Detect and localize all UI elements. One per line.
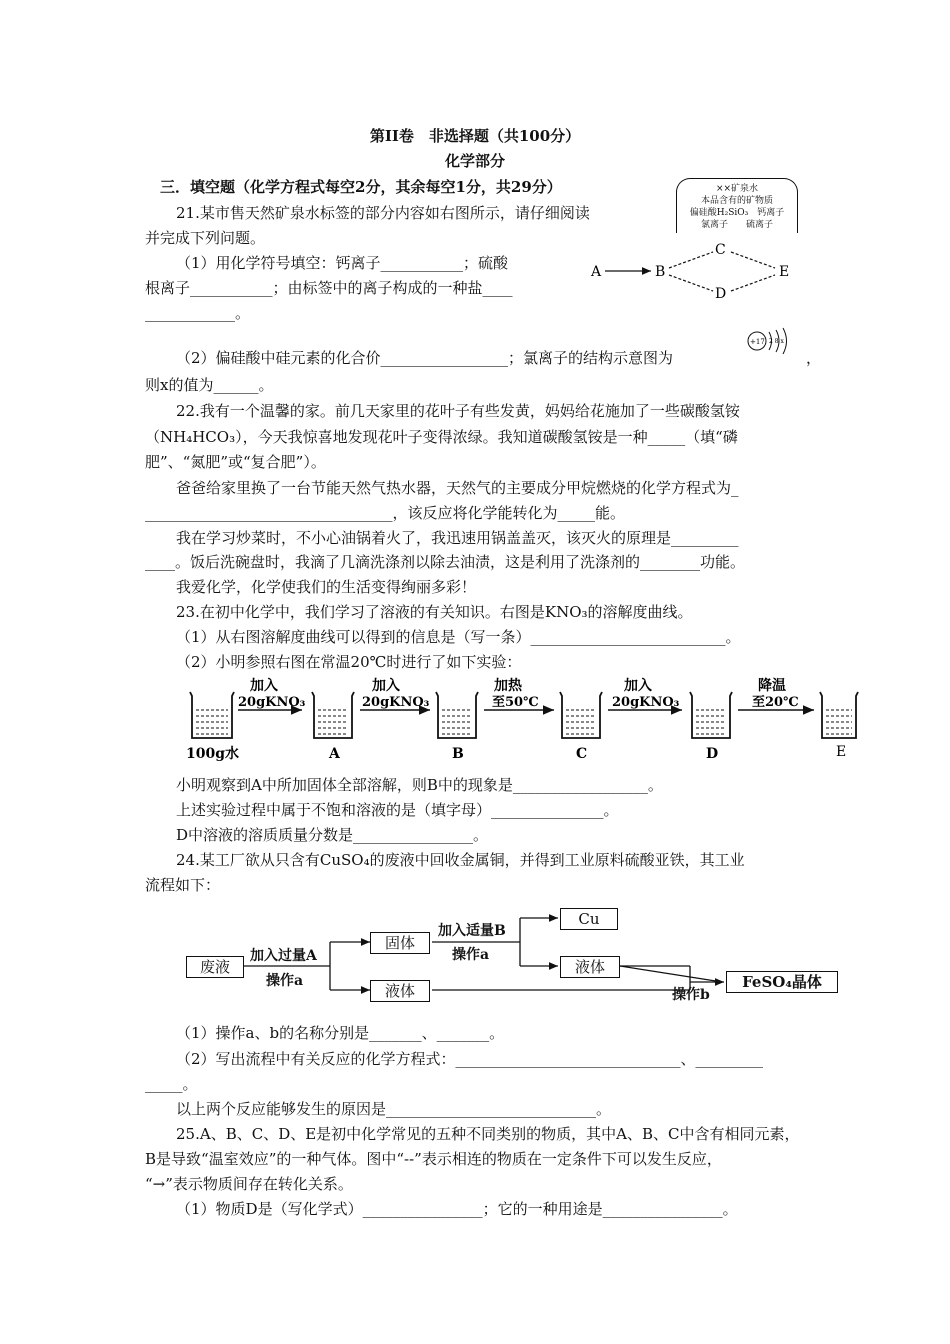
q23-line-5: 上述实验过程中属于不饱和溶液的是（填字母）_______________。 (176, 801, 619, 819)
q23-line-4: 小明观察到A中所加固体全部溶解，则B中的现象是__________________。 (176, 776, 663, 794)
q24-line-4: （2）写出流程中有关反应的化学方程式：______________________________、_________ (176, 1050, 764, 1068)
q24-line-1: 24.某工厂欲从只含有CuSO₄的废液中回收金属铜，并得到工业原料硫酸亚铁，其工业 (176, 851, 745, 869)
q21-line-3: （1）用化学符号填空：钙离子___________；硫酸 (176, 254, 509, 272)
add-a-label: 加入过量A (250, 948, 317, 964)
solid-box: 固体 (370, 932, 430, 954)
node-b: B (655, 264, 666, 280)
q25-line-1: 25.A、B、C、D、E是初中化学常见的五种不同类别的物质，其中A、B、C中含有相同元素， (176, 1125, 800, 1143)
page-title: 第II卷 非选择题（共100分） (369, 127, 581, 145)
relation-diagram (585, 238, 805, 302)
step-4-top: 加入 (624, 678, 652, 694)
q22-line-1: 22.我有一个温馨的家。前几天家里的花叶子有些发黄，妈妈给花施加了一些碳酸氢铵 (176, 402, 740, 420)
q23-line-2: （1）从右图溶解度曲线可以得到的信息是（写一条）__________________________。 (176, 628, 741, 646)
q21-line-7: 则x的值为______。 (145, 376, 274, 394)
beaker-label-e: E (836, 744, 847, 760)
q22-line-6: 我在学习炒菜时，不小心油锅着火了，我迅速用锅盖盖灭，该灭火的原理是_________ (176, 529, 739, 547)
op-b-label: 操作b (672, 987, 710, 1003)
beaker-d (690, 692, 732, 738)
link-b-c (669, 252, 713, 268)
q22-line-7: ____。饭后洗碗盘时，我滴了几滴洗涤剂以除去油渍，这是利用了洗涤剂的________功能。 (145, 553, 746, 571)
page-subtitle: 化学部分 (444, 152, 505, 170)
beaker-a (312, 692, 354, 738)
beaker-label-c: C (576, 746, 588, 762)
label-line-2: 本品含有的矿物质 (700, 196, 773, 206)
op-a-label-2: 操作a (452, 947, 490, 963)
beaker-e (820, 692, 858, 738)
link-b-d (669, 275, 713, 291)
beaker-b (436, 692, 478, 738)
q22-line-5: _________________________________，该反应将化学能转化为_____能。 (145, 504, 626, 522)
q21-line-5: ____________。 (145, 304, 251, 322)
q25-line-2: B是导致“温室效应”的一种气体。图中“--”表示相连的物质在一定条件下可以发生反应， (145, 1150, 722, 1168)
q24-line-6: 以上两个反应能够发生的原因是____________________________。 (176, 1100, 612, 1118)
beaker-0 (190, 692, 234, 738)
node-c: C (715, 242, 726, 258)
step-5-top: 降温 (758, 678, 786, 694)
label-line-3: 偏硅酸H₂SiO₃ 钙离子 (689, 208, 785, 218)
step-1-top: 加入 (250, 678, 278, 694)
step-2-top: 加入 (372, 678, 400, 694)
shell-electrons: 2 8 x (769, 338, 784, 345)
beaker-label-b: B (452, 746, 464, 762)
q22-line-2: （NH₄HCO₃），今天我惊喜地发现花叶子变得浓绿。我知道碳酸氢铵是一种_____（填“磷 (145, 428, 738, 446)
step-5-bottom: 至20℃ (752, 695, 799, 710)
q21-line-2: 并完成下列问题。 (145, 229, 266, 247)
q24-line-3: （1）操作a、b的名称分别是_______、_______。 (176, 1024, 505, 1042)
link-d-e (731, 275, 775, 291)
q23-line-3: （2）小明参照右图在常温20℃时进行了如下实验： (176, 653, 522, 671)
q23-line-6: D中溶液的溶质质量分数是________________。 (176, 826, 489, 844)
add-b-label: 加入适量B (438, 923, 506, 939)
node-d: D (715, 286, 727, 302)
beaker-label-a: A (329, 746, 340, 762)
q21-line-1: 21.某市售天然矿泉水标签的部分内容如右图所示，请仔细阅读 (176, 204, 590, 222)
step-3-top: 加热 (494, 678, 522, 694)
step-1-bottom: 20gKNO₃ (238, 695, 306, 710)
beaker-c (560, 692, 602, 738)
q21-line-6: （2）偏硅酸中硅元素的化合价_________________；氯离子的结构示意图为 (176, 349, 674, 367)
q21-line-4: 根离子___________；由标签中的离子构成的一种盐____ (145, 279, 513, 297)
chloride-ion-diagram (745, 326, 801, 356)
q22-line-3: 肥”、“氮肥”或“复合肥”）。 (145, 453, 326, 471)
line-liquid2-out (620, 966, 722, 982)
q23-line-1: 23.在初中化学中，我们学习了溶液的有关知识。右图是KNO₃的溶解度曲线。 (176, 603, 693, 621)
nucleus-charge: +17 (750, 338, 765, 346)
q24-line-2: 流程如下： (145, 876, 221, 894)
link-c-e (731, 252, 775, 268)
beaker-label-0: 100g水 (186, 746, 240, 762)
section-heading: 三．填空题（化学方程式每空2分，其余每空1分，共29分） (160, 178, 562, 196)
waste-box: 废液 (186, 956, 244, 978)
q21-line-6-tail: ， (806, 349, 822, 367)
op-a-label-1: 操作a (266, 973, 304, 989)
q22-line-8: 我爱化学，化学使我们的生活变得绚丽多彩！ (176, 578, 477, 596)
label-line-4: 氯离子 硫离子 (700, 220, 773, 230)
liquid-box-2: 液体 (560, 956, 620, 978)
cu-box: Cu (560, 908, 618, 930)
liquid-box-1: 液体 (370, 980, 430, 1002)
beaker-label-d: D (706, 746, 719, 762)
beaker-experiment-figure (180, 672, 860, 764)
q22-line-4: 爸爸给家里换了一台节能天然气热水器，天然气的主要成分甲烷燃烧的化学方程式为_ (176, 479, 739, 497)
step-2-bottom: 20gKNO₃ (362, 695, 430, 710)
step-4-bottom: 20gKNO₃ (612, 695, 680, 710)
label-line-1: ××矿泉水 (715, 184, 759, 194)
step-3-bottom: 至50℃ (492, 695, 539, 710)
q25-line-3: “→”表示物质间存在转化关系。 (145, 1175, 353, 1193)
node-e: E (779, 264, 790, 280)
q25-line-4: （1）物质D是（写化学式）________________；它的一种用途是________________。 (176, 1200, 738, 1218)
node-a: A (591, 264, 602, 280)
product-box: FeSO₄晶体 (726, 971, 838, 993)
q24-line-5: _____。 (145, 1075, 198, 1093)
mineral-water-label (676, 178, 798, 233)
